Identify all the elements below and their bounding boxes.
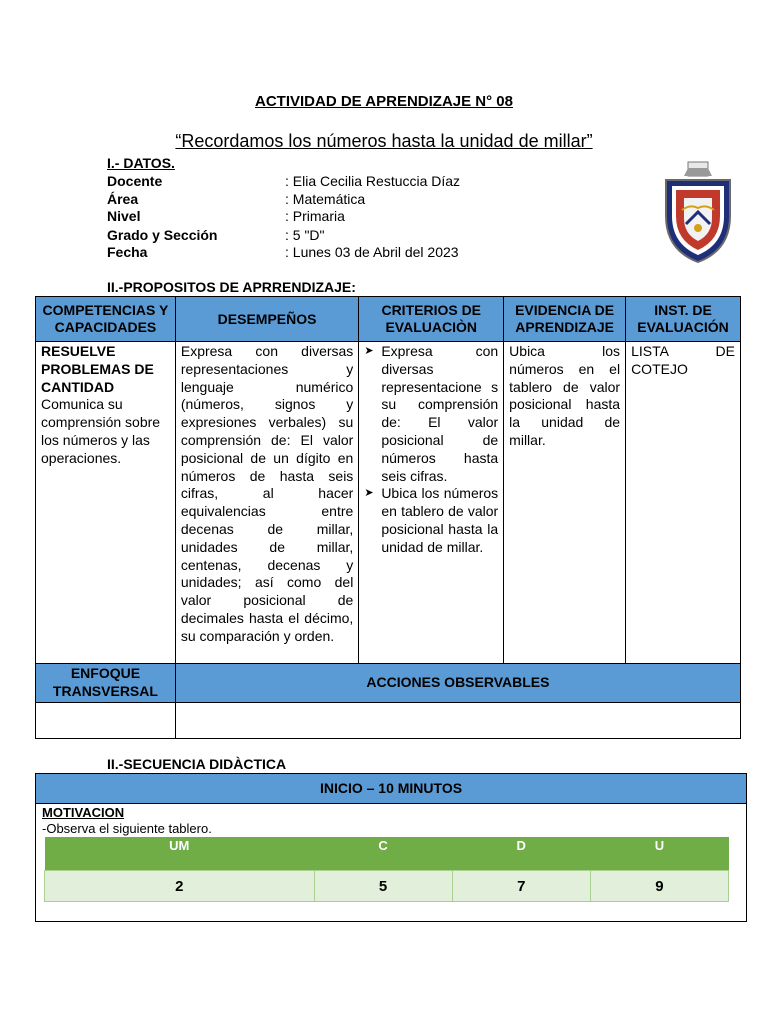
datos-value: : Primaria — [285, 208, 345, 224]
header-competencias: COMPETENCIAS Y CAPACIDADES — [36, 297, 176, 342]
acciones-header: ACCIONES OBSERVABLES — [175, 664, 740, 703]
motivacion-instruction: -Observa el siguiente tablero. — [42, 821, 212, 836]
header-criterios: CRITERIOS DE EVALUACIÒN — [359, 297, 504, 342]
school-crest-logo — [660, 158, 736, 264]
enfoque-header: ENFOQUE TRANSVERSAL — [36, 664, 176, 703]
board-header: U — [590, 837, 728, 871]
datos-value: : Lunes 03 de Abril del 2023 — [285, 244, 459, 260]
enfoque-cell — [36, 702, 176, 738]
place-value-board — [44, 837, 729, 902]
competencia-title: RESUELVE PROBLEMAS DE CANTIDAD — [41, 343, 154, 395]
desempeno-cell: Expresa con diversas representaciones y lenguaje numérico (números, signos y expresiones verbales) su comprensión de: El valor posicional de un dígito en números de hasta seis cifras, al hacer equivalencias entre decenas de millar, unidades de millar, centenas, decenas y unidades; así como del valor posicional de decimales hasta el décimo, su comparación y orden. — [175, 342, 358, 664]
activity-subtitle: “Recordamos los números hasta la unidad de millar” — [175, 131, 593, 151]
board-header: C — [314, 837, 452, 871]
datos-label: Nivel — [107, 208, 141, 224]
evidencia-cell: Ubica los números en el tablero de valor posicional hasta la unidad de millar. — [504, 342, 626, 664]
board-header: D — [452, 837, 590, 871]
header-evidencia: EVIDENCIA DE APRENDIZAJE — [504, 297, 626, 342]
datos-value: : Elia Cecilia Restuccia Díaz — [285, 173, 461, 189]
datos-label: Docente — [107, 173, 163, 189]
propositos-heading: II.-PROPOSITOS DE APRRENDIZAJE: — [107, 279, 356, 295]
board-header: UM — [45, 837, 315, 871]
activity-title: ACTIVIDAD DE APRENDIZAJE N° 08 — [255, 93, 513, 110]
board-value: 9 — [590, 871, 728, 902]
datos-label: Grado y Sección — [107, 227, 218, 243]
inicio-section — [35, 773, 747, 922]
secuencia-heading: II.-SECUENCIA DIDÀCTICA — [107, 756, 287, 772]
competencia-text: Comunica su comprensión sobre los números y las operaciones. — [41, 396, 161, 466]
criterio-item: ➤ Ubica los números en tablero de valor posicional hasta la unidad de millar. — [364, 485, 498, 556]
instrumento-cell: LISTA DE COTEJO — [626, 342, 741, 664]
datos-label: Área — [107, 191, 139, 207]
datos-value: : 5 "D" — [285, 227, 325, 243]
board-value: 2 — [45, 871, 315, 902]
acciones-cell — [175, 702, 740, 738]
board-value: 7 — [452, 871, 590, 902]
criterios-cell — [359, 342, 504, 664]
header-instrumento: INST. DE EVALUACIÓN — [626, 297, 741, 342]
propositos-table — [35, 296, 741, 739]
datos-label: Fecha — [107, 244, 148, 260]
board-value: 5 — [314, 871, 452, 902]
datos-value: : Matemática — [285, 191, 366, 207]
inicio-header: INICIO – 10 MINUTOS — [36, 774, 746, 804]
datos-heading: I.- DATOS. — [107, 155, 175, 171]
criterio-item: ➤ Expresa con diversas representacione s su comprensión de: El valor posicional de números hasta seis cifras. — [364, 343, 498, 485]
motivacion-label: MOTIVACION — [42, 805, 125, 820]
header-desempenos: DESEMPEÑOS — [175, 297, 358, 342]
competencia-cell — [36, 342, 176, 664]
